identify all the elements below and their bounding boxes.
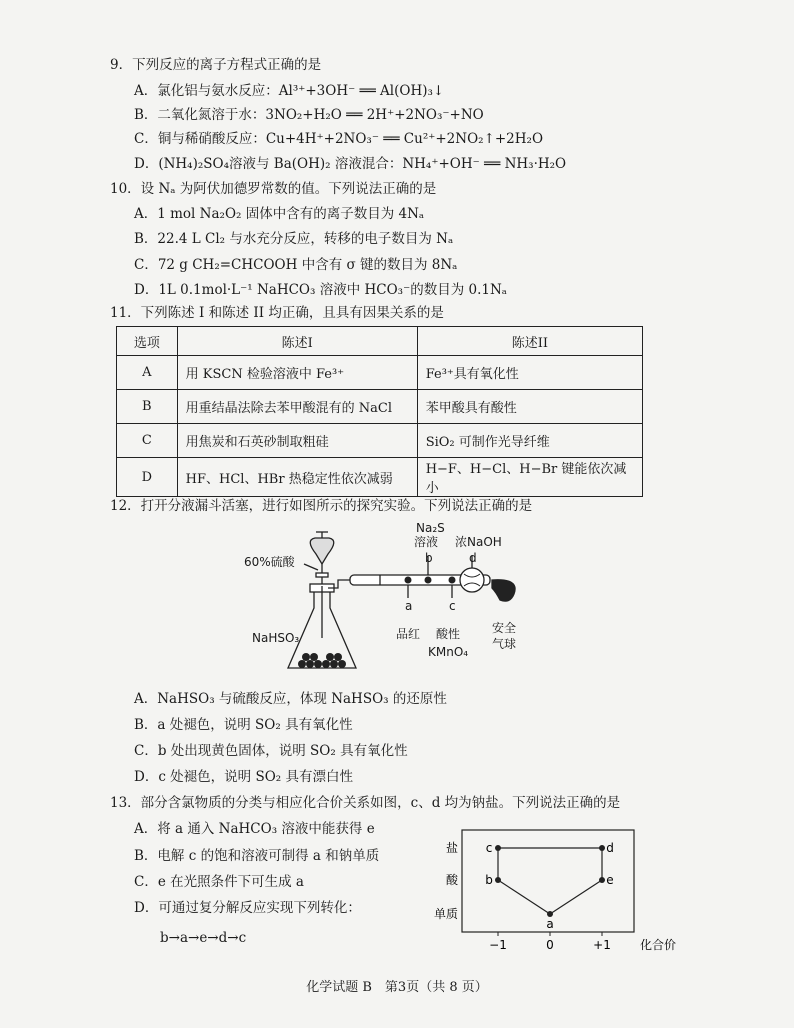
- table-cell-option: C: [117, 424, 178, 458]
- graph-edge: [498, 880, 550, 914]
- table-cell-statement-1: 用焦炭和石英砂制取粗硅: [177, 424, 417, 458]
- table-header-statement-2: 陈述II: [417, 327, 642, 356]
- graph-point-label-b: b: [485, 873, 493, 887]
- graph-point-label-a: a: [546, 917, 554, 931]
- q10-stem: 10．设 Nₐ 为阿伏加德罗常数的值。下列说法正确的是: [110, 181, 437, 197]
- graph-point-e: [599, 877, 605, 883]
- x-tick-label: −1: [489, 938, 507, 952]
- x-tick-label: 0: [546, 938, 554, 952]
- q13-option-b: B．电解 c 的饱和溶液可制得 a 和钠单质: [134, 848, 380, 864]
- q11-stem: 11．下列陈述 I 和陈述 II 均正确，且具有因果关系的是: [110, 305, 444, 321]
- q10-option-a: A．1 mol Na₂O₂ 固体中含有的离子数目为 4Nₐ: [134, 206, 425, 222]
- label-na2s-solution: 溶液: [414, 535, 439, 549]
- label-sulfuric-acid: 60%硫酸: [244, 555, 295, 569]
- q10-option-d: D．1L 0.1mol·L⁻¹ NaHCO₃ 溶液中 HCO₃⁻的数目为 0.1Nₐ: [134, 282, 507, 298]
- table-cell-statement-2: SiO₂ 可制作光导纤维: [417, 424, 642, 458]
- label-naoh: 浓NaOH: [455, 535, 502, 549]
- q11-table: [116, 326, 643, 497]
- q9-option-d: D．(NH₄)₂SO₄溶液与 Ba(OH)₂ 溶液混合：NH₄⁺+OH⁻ ══ NH₃·H₂O: [134, 156, 567, 172]
- label-acidic: 酸性: [436, 627, 461, 641]
- table-cell-statement-1: HF、HCl、HBr 热稳定性依次减弱: [177, 458, 417, 497]
- q12-stem: 12．打开分液漏斗活塞，进行如图所示的探究实验。下列说法正确的是: [110, 498, 533, 514]
- label-na2s: Na₂S: [416, 521, 445, 535]
- x-axis-label: 化合价: [640, 938, 677, 952]
- graph-edge: [550, 880, 602, 914]
- q13-option-c: C．e 在光照条件下可生成 a: [134, 874, 304, 890]
- label-point-c: c: [449, 599, 456, 613]
- q13-stem: 13．部分含氯物质的分类与相应化合价关系如图，c、d 均为钠盐。下列说法正确的是: [110, 795, 621, 811]
- graph-point-c: [495, 845, 501, 851]
- q13-chlorine-valence-graph: [433, 826, 677, 954]
- q12-apparatus-figure: [230, 518, 530, 690]
- q12-option-a: A．NaHSO₃ 与硫酸反应，体现 NaHSO₃ 的还原性: [134, 691, 447, 707]
- table-header-statement-1: 陈述I: [177, 327, 417, 356]
- q10-option-c: C．72 g CH₂=CHCOOH 中含有 σ 键的数目为 8Nₐ: [134, 257, 458, 273]
- q10-option-b: B．22.4 L Cl₂ 与水充分反应，转移的电子数目为 Nₐ: [134, 231, 454, 247]
- table-cell-statement-2: 苯甲酸具有酸性: [417, 390, 642, 424]
- q9-option-c: C．铜与稀硝酸反应：Cu+4H⁺+2NO₃⁻ ══ Cu²⁺+2NO₂↑+2H₂O: [134, 131, 544, 147]
- table-cell-option: B: [117, 390, 178, 424]
- table-row: [117, 390, 643, 424]
- q12-option-c: C．b 处出现黄色固体，说明 SO₂ 具有氧化性: [134, 743, 408, 759]
- q9-stem: 9．下列反应的离子方程式正确的是: [110, 57, 322, 73]
- x-tick-label: +1: [593, 938, 611, 952]
- graph-point-label-d: d: [606, 841, 614, 855]
- q9-option-a: A．氯化铝与氨水反应：Al³⁺+3OH⁻ ══ Al(OH)₃↓: [134, 83, 445, 99]
- table-header-row: [117, 327, 643, 356]
- table-cell-option: A: [117, 356, 178, 390]
- label-balloon: 气球: [492, 637, 517, 651]
- table-header-option: 选项: [117, 327, 178, 356]
- table-cell-statement-1: 用 KSCN 检验溶液中 Fe³⁺: [177, 356, 417, 390]
- label-nahso3: NaHSO₃: [252, 631, 300, 645]
- table-cell-statement-1: 用重结晶法除去苯甲酸混有的 NaCl: [177, 390, 417, 424]
- y-category-label: 盐: [445, 841, 458, 855]
- table-cell-statement-2: Fe³⁺具有氧化性: [417, 356, 642, 390]
- graph-point-b: [495, 877, 501, 883]
- q13-option-a: A．将 a 通入 NaHCO₃ 溶液中能获得 e: [134, 821, 375, 837]
- q13-option-d: D．可通过复分解反应实现下列转化：: [134, 900, 361, 916]
- q12-option-b: B．a 处褪色，说明 SO₂ 具有氧化性: [134, 717, 353, 733]
- label-safety: 安全: [492, 621, 517, 635]
- q12-option-d: D．c 处褪色，说明 SO₂ 具有漂白性: [134, 769, 353, 785]
- graph-point-label-c: c: [485, 841, 493, 855]
- label-kmno4: KMnO₄: [428, 645, 469, 659]
- table-row: [117, 458, 643, 497]
- graph-point-label-e: e: [606, 873, 614, 887]
- label-point-a: a: [405, 599, 413, 613]
- table-cell-option: D: [117, 458, 178, 497]
- graph-point-d: [599, 845, 605, 851]
- table-row: [117, 356, 643, 390]
- label-point-d: d: [469, 551, 477, 565]
- q13-conversion: b→a→e→d→c: [160, 930, 247, 946]
- page-footer: 化学试题 B 第3页（共 8 页）: [306, 980, 488, 995]
- y-category-label: 单质: [433, 907, 458, 921]
- table-row: [117, 424, 643, 458]
- label-point-b: b: [425, 551, 433, 565]
- label-pinred: 品红: [396, 627, 421, 641]
- q9-option-b: B．二氧化氮溶于水：3NO₂+H₂O ══ 2H⁺+2NO₃⁻+NO: [134, 107, 484, 123]
- y-category-label: 酸: [445, 873, 458, 887]
- table-cell-statement-2: H−F、H−Cl、H−Br 键能依次减小: [417, 458, 642, 497]
